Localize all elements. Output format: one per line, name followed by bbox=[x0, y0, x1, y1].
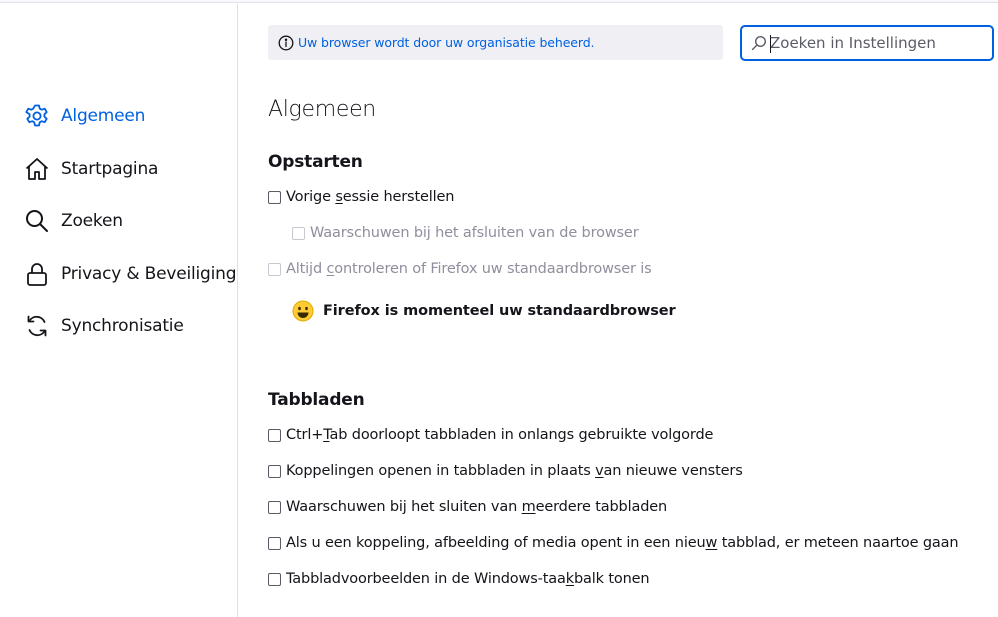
check-default-browser-checkbox bbox=[268, 261, 652, 277]
sidebar-item-sync[interactable] bbox=[0, 300, 237, 353]
gear-icon bbox=[24, 103, 50, 129]
sidebar-item-label: Synchronisatie bbox=[61, 316, 184, 337]
policy-banner bbox=[268, 25, 723, 60]
warn-close-tabs-checkbox[interactable] bbox=[268, 499, 667, 515]
checkbox-label: Als u een koppeling, afbeelding of media opent in een nieuw tabblad, er meteen naartoe gaan bbox=[286, 535, 959, 551]
checkbox-box[interactable] bbox=[268, 191, 281, 204]
sidebar-item-label: Startpagina bbox=[61, 158, 159, 179]
checkbox-box[interactable] bbox=[268, 429, 281, 442]
checkbox-label: Altijd controleren of Firefox uw standaardbrowser is bbox=[286, 261, 652, 277]
checkbox-label: Vorige sessie herstellen bbox=[286, 189, 455, 205]
sidebar-item-label: Algemeen bbox=[61, 106, 146, 127]
checkbox-label: Tabbladvoorbeelden in de Windows-taakbalk tonen bbox=[286, 571, 650, 587]
policy-link[interactable]: Uw browser wordt door uw organisatie beheerd. bbox=[298, 35, 595, 50]
section-heading-startup: Opstarten bbox=[268, 152, 363, 172]
checkbox-box bbox=[268, 263, 281, 276]
smiley-icon bbox=[292, 300, 314, 322]
restore-session-checkbox[interactable] bbox=[268, 189, 454, 205]
checkbox-label: Waarschuwen bij het afsluiten van de browser bbox=[310, 225, 639, 241]
text-caret bbox=[770, 35, 771, 53]
sidebar-item-home[interactable] bbox=[0, 143, 237, 196]
checkbox-label: Koppelingen openen in tabbladen in plaats van nieuwe vensters bbox=[286, 463, 743, 479]
checkbox-label: Ctrl+Tab doorloopt tabbladen in onlangs gebruikte volgorde bbox=[286, 427, 714, 443]
search-icon bbox=[751, 35, 767, 51]
sidebar-item-general[interactable] bbox=[0, 90, 237, 143]
checkbox-label: Waarschuwen bij het sluiten van meerdere tabbladen bbox=[286, 499, 668, 515]
warn-on-quit-checkbox bbox=[292, 225, 639, 241]
section-heading-tabs: Tabbladen bbox=[268, 390, 365, 410]
checkbox-box bbox=[292, 227, 305, 240]
search-icon bbox=[24, 208, 50, 234]
sync-icon bbox=[24, 313, 50, 339]
page-title: Algemeen bbox=[268, 97, 376, 122]
sidebar-item-privacy[interactable] bbox=[0, 248, 237, 301]
default-browser-text: Firefox is momenteel uw standaardbrowser bbox=[323, 303, 676, 319]
home-icon bbox=[24, 156, 50, 182]
info-icon bbox=[278, 35, 294, 51]
checkbox-box[interactable] bbox=[268, 501, 281, 514]
category-list bbox=[0, 90, 237, 353]
window-top-edge bbox=[0, 0, 998, 3]
checkbox-box[interactable] bbox=[268, 465, 281, 478]
ctrl-tab-checkbox[interactable] bbox=[268, 427, 713, 443]
default-browser-status bbox=[292, 300, 676, 322]
checkbox-box[interactable] bbox=[268, 573, 281, 586]
sidebar-item-label: Privacy & Beveiliging bbox=[61, 263, 237, 284]
settings-search[interactable] bbox=[740, 25, 994, 61]
taskbar-previews-checkbox[interactable] bbox=[268, 571, 649, 587]
open-links-in-tabs-checkbox[interactable] bbox=[268, 463, 743, 479]
search-input[interactable] bbox=[770, 34, 985, 52]
lock-icon bbox=[24, 261, 50, 287]
switch-to-new-tab-checkbox[interactable] bbox=[268, 535, 958, 551]
sidebar-item-label: Zoeken bbox=[61, 211, 123, 232]
sidebar bbox=[0, 4, 238, 617]
sidebar-item-search[interactable] bbox=[0, 195, 237, 248]
checkbox-box[interactable] bbox=[268, 537, 281, 550]
